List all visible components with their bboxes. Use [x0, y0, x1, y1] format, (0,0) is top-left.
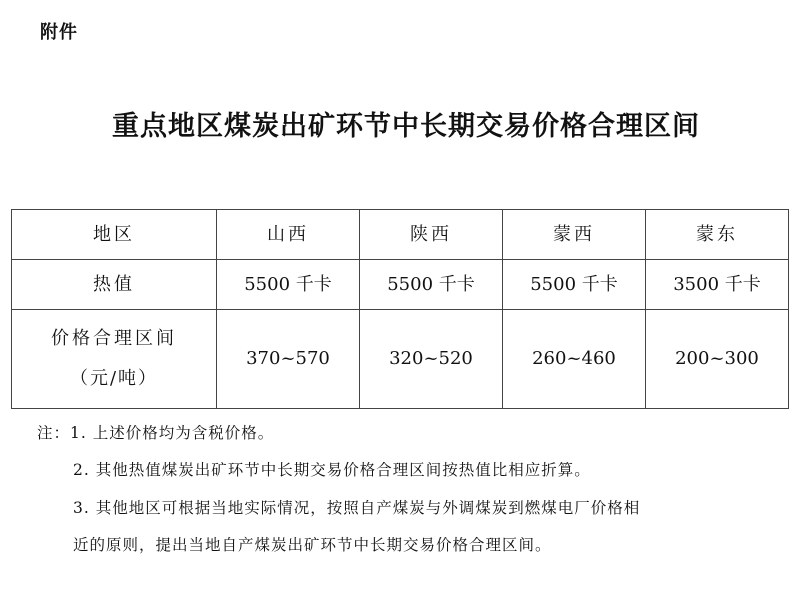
heat-label-cell [12, 260, 217, 310]
header-cell-mengdong [646, 210, 789, 260]
price-range-shaanxi: 320~520 [360, 310, 503, 409]
price-range-mengdong: 200~300 [646, 310, 789, 409]
heat-value-mengdong: 3500 千卡 [646, 260, 789, 310]
region-shaanxi: 陕西 [410, 223, 452, 245]
heat-label: 热值 [93, 273, 135, 295]
header-cell-shaanxi [360, 210, 503, 260]
note-line-3: 3. 其他地区可根据当地实际情况，按照自产煤炭与外调煤炭到燃煤电厂价格相 [73, 499, 641, 517]
note-line-1: 注：1. 上述价格均为含税价格。 [37, 424, 275, 442]
region-mengxi: 蒙西 [553, 223, 595, 245]
price-range-shanxi: 370~570 [217, 310, 360, 409]
heat-value-shaanxi: 5500 千卡 [360, 260, 503, 310]
heat-value-shanxi: 5500 千卡 [217, 260, 360, 310]
document-title: 重点地区煤炭出矿环节中长期交易价格合理区间 [112, 111, 700, 142]
price-range-table [11, 209, 789, 409]
price-label: 价格合理区间 [51, 328, 177, 350]
table-header-row [12, 210, 789, 260]
note-line-4: 近的原则，提出当地自产煤炭出矿环节中长期交易价格合理区间。 [73, 536, 552, 554]
region-shanxi: 山西 [267, 223, 309, 245]
table-row-price-range [12, 310, 789, 409]
region-mengdong: 蒙东 [696, 223, 738, 245]
header-cell-mengxi [503, 210, 646, 260]
price-unit-label: （元/吨） [69, 368, 159, 389]
price-label-cell [12, 310, 217, 409]
attachment-label: 附件 [40, 22, 78, 43]
note-line-2: 2. 其他热值煤炭出矿环节中长期交易价格合理区间按热值比相应折算。 [73, 461, 591, 479]
heat-value-mengxi: 5500 千卡 [503, 260, 646, 310]
header-cell-region-label [12, 210, 217, 260]
header-cell-shanxi [217, 210, 360, 260]
price-range-mengxi: 260~460 [503, 310, 646, 409]
region-label: 地区 [93, 223, 135, 245]
table-row-heat-value [12, 260, 789, 310]
